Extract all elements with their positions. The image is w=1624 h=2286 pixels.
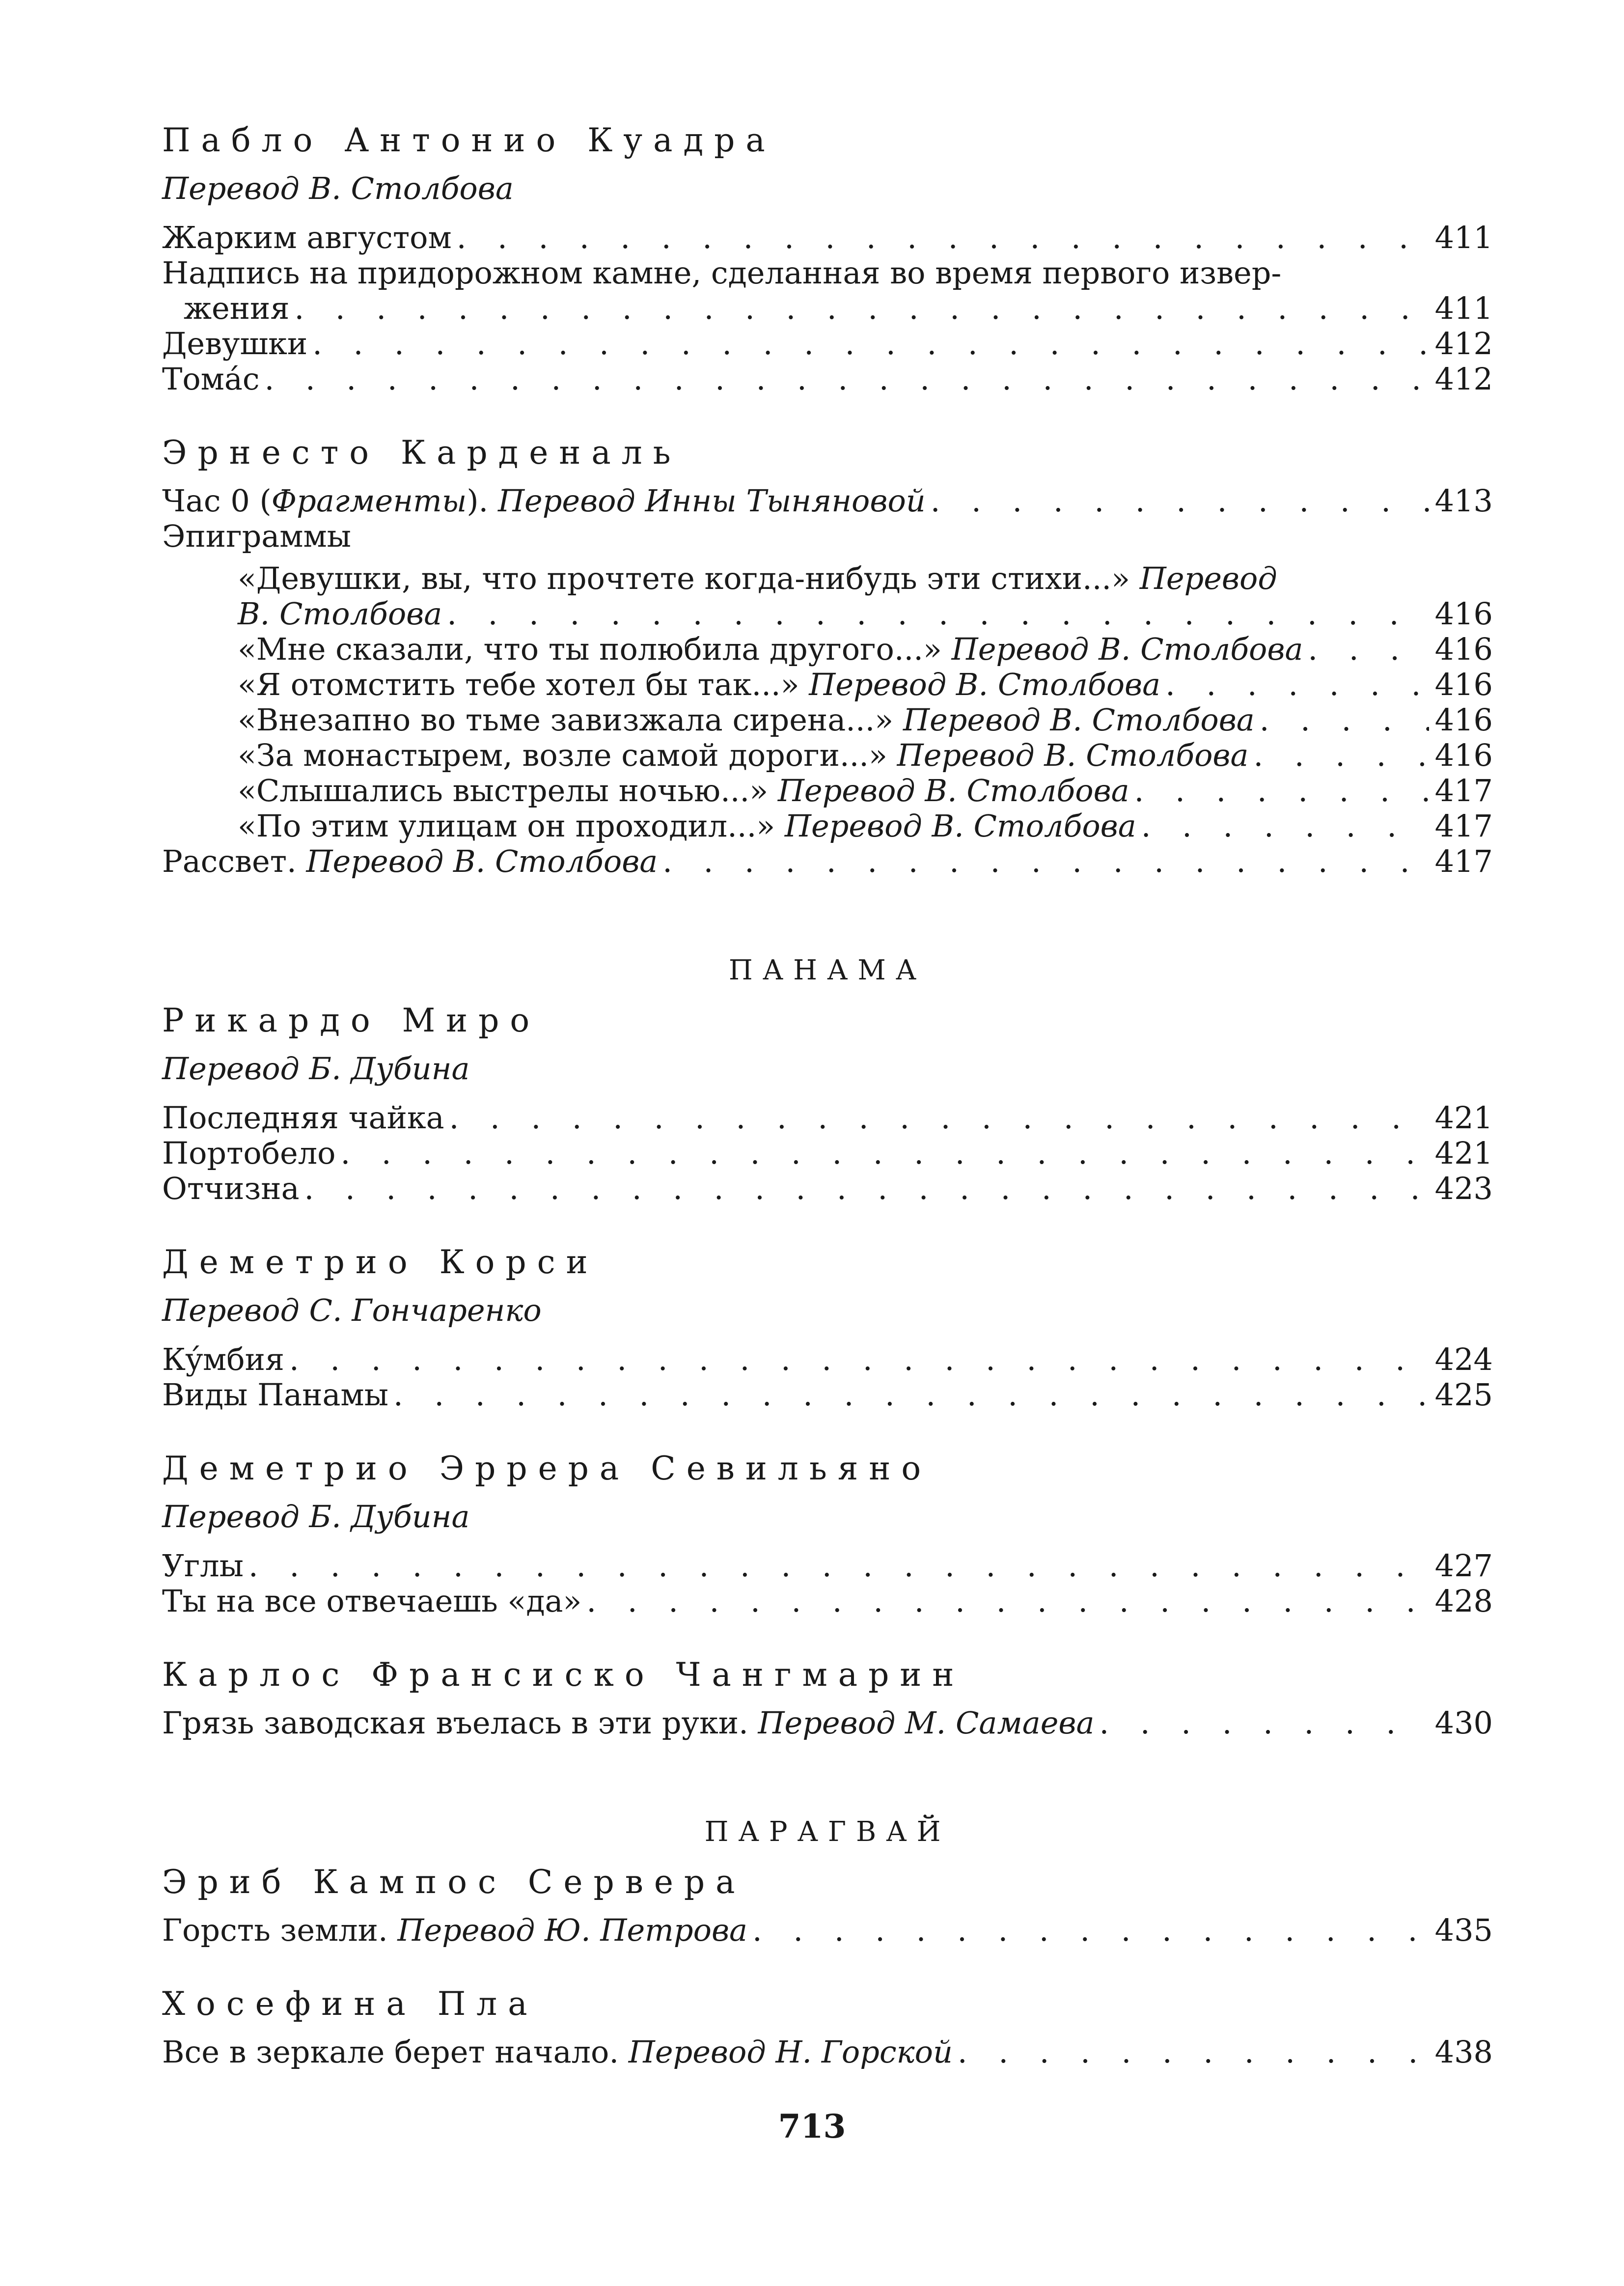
toc-entry bbox=[162, 1342, 1493, 1377]
translator-credit: Перевод Ю. Петрова bbox=[397, 1912, 747, 1948]
translator-credit: Перевод Инны Тыняновой bbox=[497, 483, 926, 519]
toc-entry bbox=[162, 844, 1493, 879]
group-label: Эпиграммы bbox=[162, 518, 352, 554]
leader-dots bbox=[1165, 667, 1429, 702]
page-number: 417 bbox=[1434, 843, 1493, 879]
translator-credit: Перевод М. Самаева bbox=[758, 1705, 1095, 1741]
author-heading: Хосефина Пла bbox=[162, 1985, 538, 2023]
leader-dots bbox=[752, 1913, 1429, 1948]
translator-credit: Перевод В. Столбова bbox=[951, 631, 1303, 667]
page-number: 430 bbox=[1434, 1705, 1493, 1741]
toc-entry bbox=[162, 1377, 1493, 1413]
leader-dots bbox=[340, 1136, 1429, 1171]
entry-title: Кýмбия bbox=[162, 1341, 284, 1377]
entry-title: Час 0 (Фрагменты). Перевод Инны Тыняновой bbox=[162, 483, 926, 519]
translator-credit: Перевод Б. Дубина bbox=[162, 1499, 470, 1534]
leader-dots bbox=[304, 1171, 1429, 1206]
page-number: 417 bbox=[1434, 808, 1493, 844]
page-number: 425 bbox=[1434, 1377, 1493, 1413]
page-number: 424 bbox=[1434, 1341, 1493, 1377]
page-number: 416 bbox=[1434, 737, 1493, 773]
leader-dots bbox=[662, 844, 1429, 879]
toc-entry bbox=[162, 291, 1493, 326]
page-number: 412 bbox=[1434, 326, 1493, 362]
leader-dots bbox=[1141, 808, 1429, 844]
toc-entry bbox=[162, 2035, 1493, 2070]
page-number: 421 bbox=[1434, 1135, 1493, 1171]
toc-entry bbox=[162, 1136, 1493, 1171]
entry-title: Грязь заводская въелась в эти руки. Перевод М. Самаева bbox=[162, 1705, 1095, 1741]
author-heading: Пабло Антонио Куадра bbox=[162, 121, 776, 159]
leader-dots bbox=[1134, 773, 1429, 808]
toc-entry bbox=[162, 1548, 1493, 1584]
leader-dots bbox=[457, 220, 1429, 255]
entry-title: Виды Панамы bbox=[162, 1377, 389, 1413]
toc-entry bbox=[162, 632, 1493, 667]
toc-entry bbox=[162, 808, 1493, 844]
translator-credit: Перевод В. Столбова bbox=[903, 702, 1255, 738]
leader-dots bbox=[1308, 632, 1429, 667]
page-number: 421 bbox=[1434, 1100, 1493, 1136]
toc-entry bbox=[162, 667, 1493, 702]
page-number: 427 bbox=[1434, 1548, 1493, 1584]
toc-entry bbox=[162, 702, 1493, 738]
leader-dots bbox=[289, 1342, 1429, 1377]
entry-title: «Внезапно во тьме завизжала сирена...» Перевод В. Столбова bbox=[238, 702, 1255, 738]
page-number: 423 bbox=[1434, 1171, 1493, 1206]
entry-title: «Слышались выстрелы ночью...» Перевод В. Столбова bbox=[238, 773, 1129, 808]
page-number: 412 bbox=[1434, 361, 1493, 397]
author-heading: Карлос Франсиско Чангмарин bbox=[162, 1656, 965, 1694]
translator-credit: Перевод В. Столбова bbox=[897, 737, 1249, 773]
toc-entry bbox=[162, 596, 1493, 632]
author-heading: Деметрио Эррера Севильяно bbox=[162, 1450, 932, 1487]
translator-credit: Перевод В. Столбова bbox=[784, 808, 1136, 844]
leader-dots bbox=[586, 1584, 1429, 1619]
page-number: 416 bbox=[1434, 596, 1493, 632]
entry-title: Томáс bbox=[162, 361, 260, 397]
leader-dots bbox=[447, 596, 1429, 632]
leader-dots bbox=[312, 326, 1429, 362]
country-heading: ПАНАМА bbox=[728, 954, 927, 986]
translator-credit: Перевод В. Столбова bbox=[162, 170, 514, 206]
entry-title: Все в зеркале берет начало. Перевод Н. Горской bbox=[162, 2034, 953, 2070]
leader-dots bbox=[248, 1548, 1429, 1584]
entry-title: жения bbox=[184, 290, 290, 326]
leader-dots bbox=[1099, 1705, 1429, 1741]
toc-entry bbox=[162, 1100, 1493, 1136]
country-heading: ПАРАГВАЙ bbox=[704, 1816, 951, 1848]
entry-title: Девушки bbox=[162, 326, 308, 362]
toc-entry bbox=[162, 1171, 1493, 1206]
entry-title: Ты на все отвечаешь «да» bbox=[162, 1583, 582, 1619]
toc-entry bbox=[162, 326, 1493, 362]
page-number: 411 bbox=[1434, 290, 1493, 326]
translator-credit: В. Столбова bbox=[238, 596, 442, 632]
author-heading: Рикардо Миро bbox=[162, 1002, 541, 1039]
page-number: 413 bbox=[1434, 483, 1493, 519]
translator-credit: Перевод С. Гончаренко bbox=[162, 1292, 542, 1328]
leader-dots bbox=[1253, 738, 1429, 773]
table-of-contents bbox=[162, 123, 1493, 2070]
page-number: 417 bbox=[1434, 773, 1493, 808]
toc-entry bbox=[162, 362, 1493, 397]
entry-title-line: «Девушки, вы, что прочтете когда-нибудь эти стихи...» Перевод bbox=[238, 560, 1277, 596]
page-number: 438 bbox=[1434, 2034, 1493, 2070]
page-number: 416 bbox=[1434, 667, 1493, 702]
entry-title: Рассвет. Перевод В. Столбова bbox=[162, 843, 658, 879]
entry-title: «Я отомстить тебе хотел бы так...» Перевод В. Столбова bbox=[238, 667, 1161, 702]
entry-title: Углы bbox=[162, 1548, 244, 1584]
leader-dots bbox=[449, 1100, 1429, 1136]
page-number: 416 bbox=[1434, 631, 1493, 667]
entry-title: Портобело bbox=[162, 1135, 336, 1171]
leader-dots bbox=[958, 2035, 1429, 2070]
translator-credit: Перевод Б. Дубина bbox=[162, 1051, 470, 1087]
toc-entry bbox=[162, 220, 1493, 255]
leader-dots bbox=[1260, 702, 1429, 738]
leader-dots bbox=[295, 291, 1430, 326]
toc-entry bbox=[162, 1705, 1493, 1741]
entry-title: Последняя чайка bbox=[162, 1100, 444, 1136]
toc-entry bbox=[162, 1913, 1493, 1948]
page-number: 435 bbox=[1434, 1912, 1493, 1948]
toc-entry bbox=[162, 1584, 1493, 1619]
translator-credit: Перевод В. Столбова bbox=[777, 773, 1129, 808]
entry-title: «Мне сказали, что ты полюбила другого...» Перевод В. Столбова bbox=[238, 631, 1303, 667]
entry-title: Жарким августом bbox=[162, 220, 452, 255]
author-heading: Эрнесто Карденаль bbox=[162, 434, 682, 472]
page-number: 411 bbox=[1434, 220, 1493, 255]
page-number: 416 bbox=[1434, 702, 1493, 738]
leader-dots bbox=[393, 1377, 1429, 1413]
translator-credit: Перевод В. Столбова bbox=[809, 667, 1161, 702]
page-folio: 713 bbox=[778, 2107, 846, 2146]
author-heading: Деметрио Корси bbox=[162, 1243, 599, 1281]
translator-credit: Перевод Н. Горской bbox=[628, 2034, 953, 2070]
toc-entry bbox=[162, 738, 1493, 773]
page-number: 428 bbox=[1434, 1583, 1493, 1619]
leader-dots bbox=[265, 362, 1429, 397]
entry-title: «По этим улицам он проходил...» Перевод В. Столбова bbox=[238, 808, 1136, 844]
entry-title: Отчизна bbox=[162, 1171, 300, 1206]
leader-dots bbox=[931, 483, 1429, 519]
entry-title: «За монастырем, возле самой дороги...» Перевод В. Столбова bbox=[238, 737, 1249, 773]
entry-title-line: Надпись на придорожном камне, сделанная во время первого извер- bbox=[162, 255, 1282, 291]
toc-entry bbox=[162, 773, 1493, 808]
entry-title: Горсть земли. Перевод Ю. Петрова bbox=[162, 1912, 747, 1948]
toc-entry bbox=[162, 483, 1493, 519]
translator-credit: Перевод В. Столбова bbox=[306, 843, 658, 879]
author-heading: Эриб Кампос Сервера bbox=[162, 1863, 746, 1901]
